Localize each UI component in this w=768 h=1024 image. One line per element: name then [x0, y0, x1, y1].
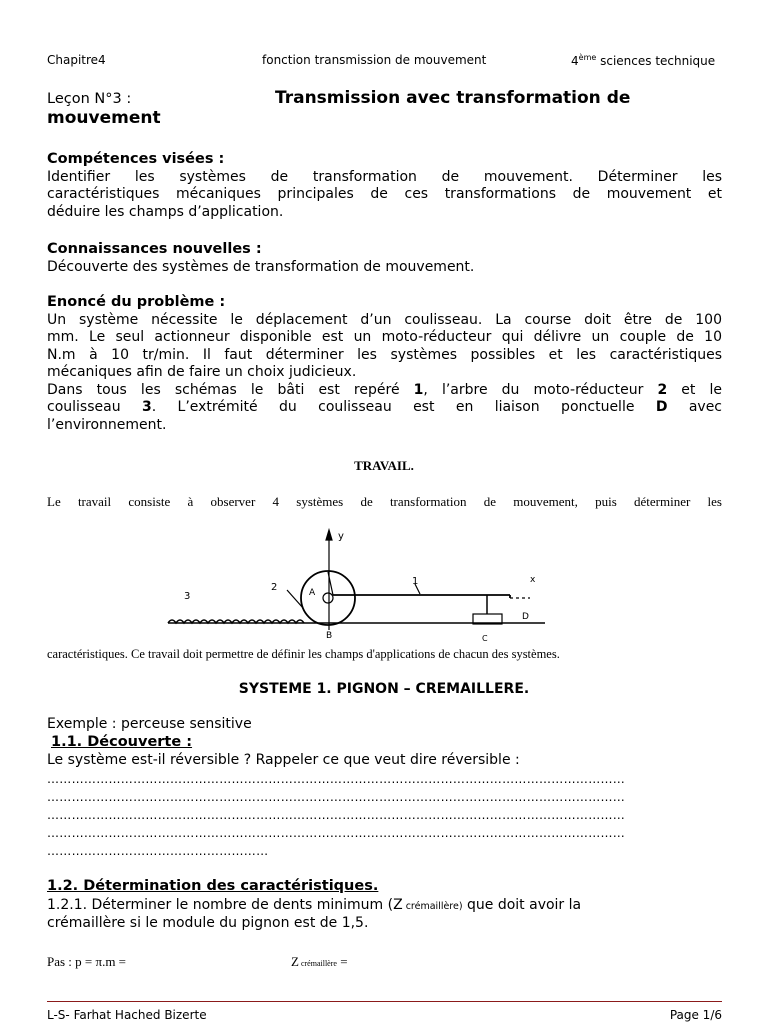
enonce-line: N.m à 10 tr/min. Il faut déterminer les systèmes possibles et les caractéristiques	[47, 346, 722, 363]
competences-section	[47, 151, 722, 221]
enonce-para2-line3: l’environnement.	[47, 416, 167, 433]
competences-line: Identifier les systèmes de transformation de mouvement. Déterminer les	[47, 168, 722, 185]
lesson-title-line2: mouvement	[47, 108, 161, 128]
label-2: 2	[271, 582, 278, 593]
enonce-line: Un système nécessite le déplacement d’un coulisseau. La course doit être de 100	[47, 311, 722, 328]
footer-page: Page 1/6	[669, 1008, 722, 1022]
label-B: B	[326, 631, 333, 641]
competences-line: déduire les champs d’application.	[47, 203, 284, 220]
section-1-2-heading: 1.2. Détermination des caractéristiques.	[47, 878, 379, 894]
label-D: D	[522, 612, 529, 622]
label-y: y	[338, 531, 344, 542]
question-1-2-1-line2: crémaillère si le module du pignon est de 1,5.	[47, 915, 369, 931]
enonce-para2-line1: Dans tous les schémas le bâti est repéré 1, l’arbre du moto-réducteur 2 et le	[47, 381, 722, 398]
travail-line1: Le travail consiste à observer 4 systèmes de transformation de mouvement, puis déterminer les	[47, 494, 722, 509]
answer-line[interactable]: ……………………………………………………………………………………………………………………………	[47, 826, 626, 840]
reversible-question: Le système est-il réversible ? Rappeler ce que veut dire réversible :	[47, 752, 520, 768]
label-1: 1	[412, 576, 419, 587]
pas-formula: Pas : p = π.m =	[47, 954, 127, 969]
footer-school: L-S- Farhat Hached Bizerte	[47, 1008, 207, 1022]
travail-heading: TRAVAIL.	[354, 458, 414, 473]
rack-pinion-diagram	[0, 522, 768, 642]
label-3: 3	[184, 591, 191, 602]
header-level: 4ème sciences technique	[571, 53, 716, 68]
header-chapter: Chapitre4	[47, 53, 106, 67]
header-function: fonction transmission de mouvement	[262, 53, 487, 67]
label-A: A	[309, 588, 316, 598]
answer-line[interactable]: ………………………………………………	[47, 844, 269, 858]
footer-rule	[47, 1001, 722, 1002]
enonce-line: mm. Le seul actionneur disponible est un moto-réducteur qui délivre un couple de 10	[47, 329, 722, 345]
lesson-label: Leçon N°3 :	[47, 91, 132, 107]
question-1-2-1: 1.2.1. Déterminer le nombre de dents minimum (Z crémaillère) que doit avoir la	[47, 897, 582, 913]
travail-line2: caractéristiques. Ce travail doit permettre de définir les champs d'applications de chacun des systèmes.	[47, 647, 560, 661]
answer-line[interactable]: ……………………………………………………………………………………………………………………………	[47, 790, 626, 804]
section-1-1-heading: 1.1. Découverte :	[51, 734, 193, 750]
competences-heading: Compétences visées :	[47, 151, 225, 167]
connaissances-section	[47, 241, 722, 276]
connaissances-heading: Connaissances nouvelles :	[47, 241, 262, 257]
systeme1-heading: SYSTEME 1. PIGNON – CREMAILLERE.	[238, 681, 530, 697]
label-C: C	[482, 634, 488, 642]
enonce-line: mécaniques afin de faire un choix judicieux.	[47, 364, 357, 380]
answer-line[interactable]: ……………………………………………………………………………………………………………………………	[47, 772, 626, 786]
enonce-section	[47, 294, 722, 434]
connaissances-text: Découverte des systèmes de transformation de mouvement.	[47, 258, 475, 275]
z-formula: Z crémaillère =	[291, 954, 348, 969]
lesson-title: Transmission avec transformation de	[275, 88, 631, 108]
label-x: x	[530, 575, 536, 585]
competences-line: caractéristiques mécaniques principales de ces transformations de mouvement et	[47, 186, 722, 202]
exemple-text: Exemple : perceuse sensitive	[47, 716, 252, 732]
answer-line[interactable]: ……………………………………………………………………………………………………………………………	[47, 808, 626, 822]
enonce-heading: Enoncé du problème :	[47, 294, 226, 310]
enonce-para2-line2: coulisseau 3. L’extrémité du coulisseau est en liaison ponctuelle D avec	[47, 399, 723, 415]
